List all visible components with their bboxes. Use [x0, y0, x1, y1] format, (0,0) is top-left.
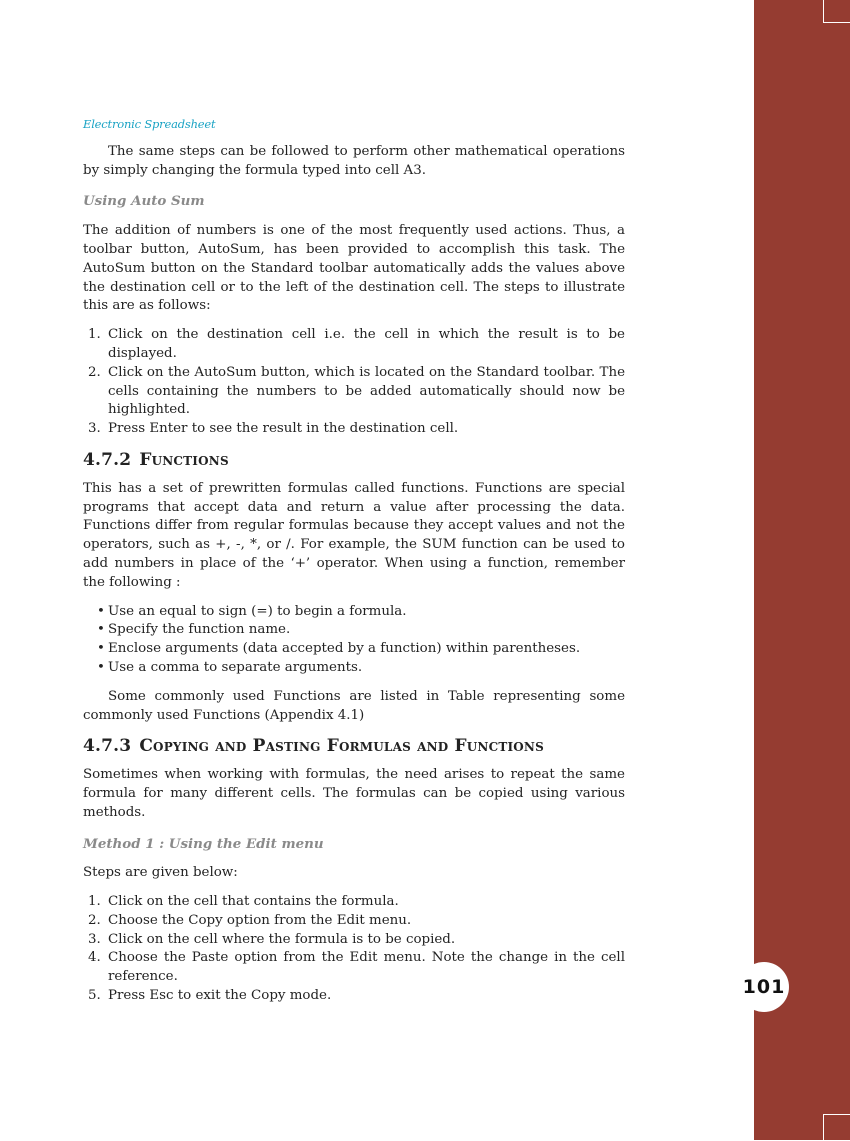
- autosum-steps: [83, 326, 625, 439]
- list-item: • Use an equal to sign (=) to begin a formula.: [97, 603, 407, 619]
- copying-steps: [83, 893, 625, 1006]
- list-item: 5. Press Esc to exit the Copy mode.: [88, 988, 332, 1004]
- copying-paragraph: Sometimes when working with formulas, the need arises to repeat the same formula for many different cells. The formulas can be copied using various methods.: [83, 767, 625, 820]
- intro-paragraph: The same steps can be followed to perform other mathematical operations by simply changing the formula typed into cell A3.: [83, 143, 625, 178]
- list-item: • Enclose arguments (data accepted by a function) within parentheses.: [97, 641, 581, 657]
- section-heading-copying: 4.7.3 Copying and Pasting Formulas and Functions: [83, 736, 544, 757]
- page-number: 101: [739, 962, 789, 1012]
- list-item: 1. Click on the cell that contains the formula.: [88, 894, 399, 910]
- page-content: [83, 115, 625, 1016]
- functions-closing: Some commonly used Functions are listed in Table representing some commonly used Functions (Appendix 4.1): [83, 688, 625, 723]
- list-item: • Specify the function name.: [97, 622, 291, 638]
- functions-bullets: [83, 603, 625, 678]
- functions-paragraph: This has a set of prewritten formulas called functions. Functions are special programs that accept data and return a value after processing the data. Functions differ from regular formulas because they accept values and not the operators, such as +, -, *, or /. For example, the SUM function can be used to add numbers in place of the ‘+’ operator. When using a function, remember the following :: [83, 480, 625, 590]
- list-item: 3. Press Enter to see the result in the destination cell.: [88, 421, 459, 437]
- list-item: 1. Click on the destination cell i.e. the cell in which the result is to be displayed.: [88, 327, 625, 361]
- section-heading-functions: 4.7.2 Functions: [83, 449, 229, 470]
- method-heading: Method 1 : Using the Edit menu: [83, 835, 324, 852]
- list-item: 4. Choose the Paste option from the Edit menu. Note the change in the cell reference.: [88, 950, 625, 985]
- crop-mark-bottom: [823, 1114, 850, 1141]
- list-item: • Use a comma to separate arguments.: [97, 659, 363, 675]
- crop-mark-top: [823, 0, 850, 23]
- running-head: Electronic Spreadsheet: [83, 117, 216, 131]
- list-item: 2. Choose the Copy option from the Edit menu.: [88, 912, 412, 928]
- list-item: 3. Click on the cell where the formula is to be copied.: [88, 931, 456, 947]
- list-item: 2. Click on the AutoSum button, which is located on the Standard toolbar. The cells containing the numbers to be added automatically should now be highlighted.: [88, 364, 625, 418]
- autosum-paragraph: The addition of numbers is one of the most frequently used actions. Thus, a toolbar button, AutoSum, has been provided to accomplish this task. The AutoSum button on the Standard toolbar automatically adds the values above the destination cell or to the left of the destination cell. The steps to illustrate this are as follows:: [83, 223, 625, 314]
- autosum-heading: Using Auto Sum: [83, 193, 205, 210]
- steps-intro: Steps are given below:: [83, 865, 238, 881]
